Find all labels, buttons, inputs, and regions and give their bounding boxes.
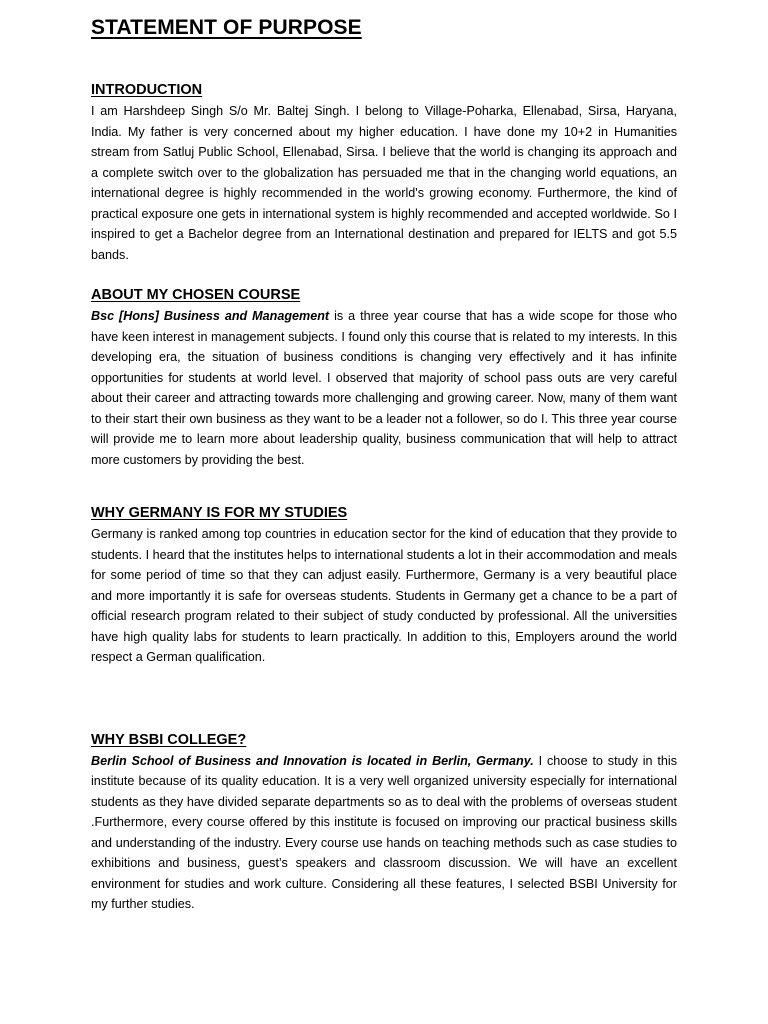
college-lead: Berlin School of Business and Innovation is located in Berlin, Germany. [91,753,534,768]
course-text: is a three year course that has a wide scope for those who have keen interest in management subjects. I found only this course that is related to my interests. In this developing era, the situation of business conditions is changing very effectively and it has infinite opportunities for students at world level. I observed that majority of school pass outs are very careful about their career and attracting towards more challenging and growing career. Now, many of them want to their start their own business as they want to be a leader not a follower, so do I. This three year course will provide me to learn more about leadership quality, business communication that will help to attract more customers by providing the best. [91,309,677,467]
introduction-text: I am Harshdeep Singh S/o Mr. Baltej Singh. I belong to Village-Poharka, Ellenabad, Sirsa, Haryana, India. My father is very concerned about my higher education. I have done my 10+2 in Humanities stream from Satluj Public School, Ellenabad, Sirsa. I believe that the world is changing its approach and a complete switch over to the globalization has persuaded me that in the changing world equations, an international degree is highly recommended in the world's growing economy. Furthermore, the kind of practical exposure one gets in international system is highly recommended and accepted worldwide. So I inspired to get a Bachelor degree from an International destination and prepared for IELTS and got 5.5 bands. [91,104,677,262]
document-page [91,14,677,915]
section-body-why-germany [91,524,677,668]
section-why-germany [91,503,677,668]
germany-text: Germany is ranked among top countries in education sector for the kind of education that they provide to students. I heard that the institutes helps to international students a lot in their accommodation and meals for some period of time so that they can adjust easily. Furthermore, Germany is a very beautiful place and more importantly it is safe for overseas students. Students in Germany get a chance to be a part of official research program related to their subject of study conducted by professional. All the universities have high quality labs for students to learn practically. In addition to this, Employers around the world respect a German qualification. [91,527,677,664]
section-body-introduction [91,101,677,265]
college-text: I choose to study in this institute because of its quality education. It is a very well organized university especially for international students as they have divided separate departments so as to deal with the problems of overseas student .Furthermore, every course offered by this institute is focused on improving our practical business skills and understanding of the industry. Every course use hands on teaching methods such as case studies to exhibitions and business, guest’s speakers and classroom discussion. We will have an excellent environment for studies and work culture. Considering all these features, I selected BSBI University for my further studies. [91,753,678,911]
section-body-why-bsbi [91,751,677,915]
section-why-bsbi [91,730,677,915]
section-heading-why-bsbi: WHY BSBI COLLEGE? [91,731,247,748]
section-chosen-course [91,285,677,470]
section-introduction [91,80,677,265]
section-body-chosen-course [91,306,677,470]
section-heading-why-germany: WHY GERMANY IS FOR MY STUDIES [91,505,348,521]
document-title: STATEMENT OF PURPOSE [91,16,362,39]
course-name: Bsc [Hons] Business and Management [91,309,330,323]
section-heading-introduction: INTRODUCTION [91,82,203,98]
section-heading-chosen-course: ABOUT MY CHOSEN COURSE [91,287,301,303]
